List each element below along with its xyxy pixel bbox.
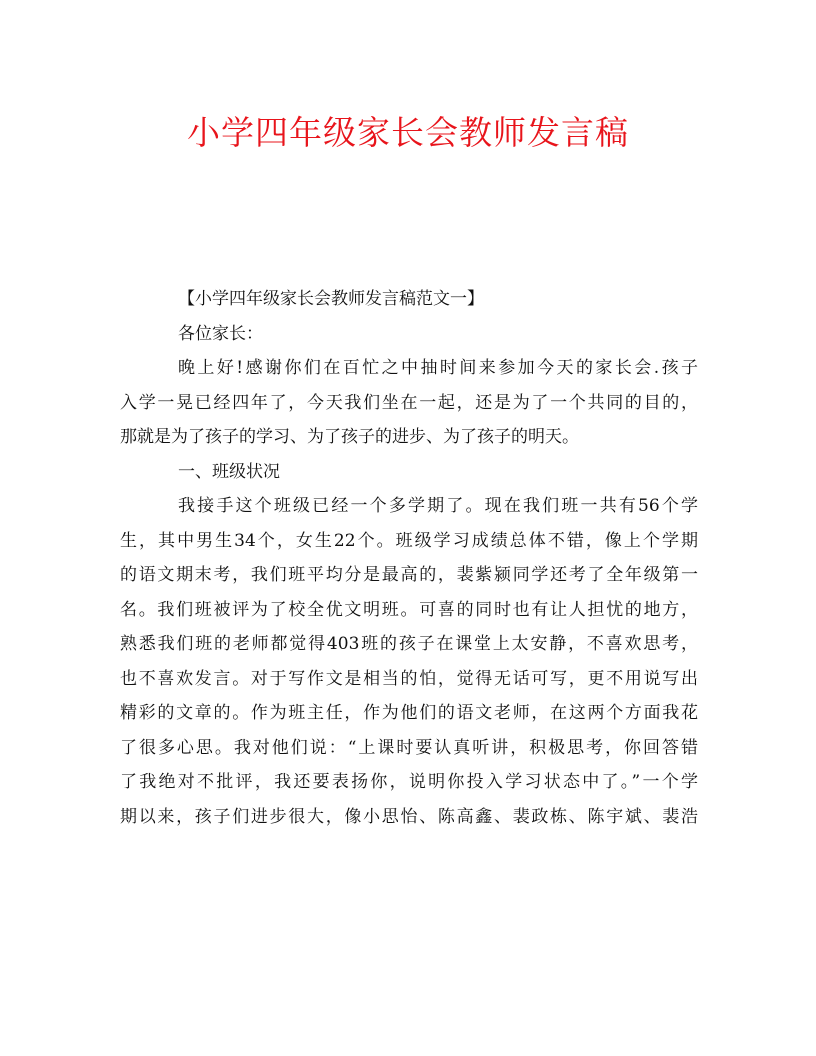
document-body	[120, 282, 698, 834]
paragraph-line: 晚上好!感谢你们在百忙之中抽时间来参加今天的家长会.孩子	[178, 358, 698, 378]
paragraph-line: 入学一晃已经四年了，今天我们坐在一起，还是为了一个共同的目的，	[120, 392, 698, 413]
document-title: 小学四年级家长会教师发言稿	[187, 113, 629, 152]
greeting: 各位家长：	[178, 323, 263, 344]
paragraph-line: 的语文期末考，我们班平均分是最高的，裴紫颍同学还考了全年级第一	[120, 565, 698, 585]
paragraph-2	[120, 489, 698, 834]
paragraph-line: 了我绝对不批评，我还要表扬你，说明你投入学习状态中了。”一个学	[120, 772, 698, 792]
paragraph-line: 名。我们班被评为了校全优文明班。可喜的同时也有让人担忧的地方，	[120, 599, 698, 620]
subheading-class-status: 一、班级状况	[178, 461, 280, 482]
paragraph-1	[120, 351, 698, 455]
paragraph-line: 熟悉我们班的老师都觉得403班的孩子在课堂上太安静，不喜欢思考，	[120, 634, 698, 654]
paragraph-line: 那就是为了孩子的学习、为了孩子的进步、为了孩子的明天。	[120, 427, 579, 447]
paragraph-line: 我接手这个班级已经一个多学期了。现在我们班一共有56个学	[178, 496, 698, 516]
paragraph-line: 生，其中男生34个，女生22个。班级学习成绩总体不错，像上个学期	[120, 530, 698, 551]
section-heading: 【小学四年级家长会教师发言稿范文一】	[178, 289, 484, 309]
paragraph-line: 了很多心思。我对他们说：“上课时要认真听讲，积极思考，你回答错	[120, 737, 698, 758]
paragraph-line: 期以来，孩子们进步很大，像小思怡、陈高鑫、裴政栋、陈宇斌、裴浩	[120, 806, 698, 827]
paragraph-line: 精彩的文章的。作为班主任，作为他们的语文老师，在这两个方面我花	[120, 703, 698, 723]
paragraph-line: 也不喜欢发言。对于写作文是相当的怕，觉得无话可写，更不用说写出	[120, 668, 698, 689]
